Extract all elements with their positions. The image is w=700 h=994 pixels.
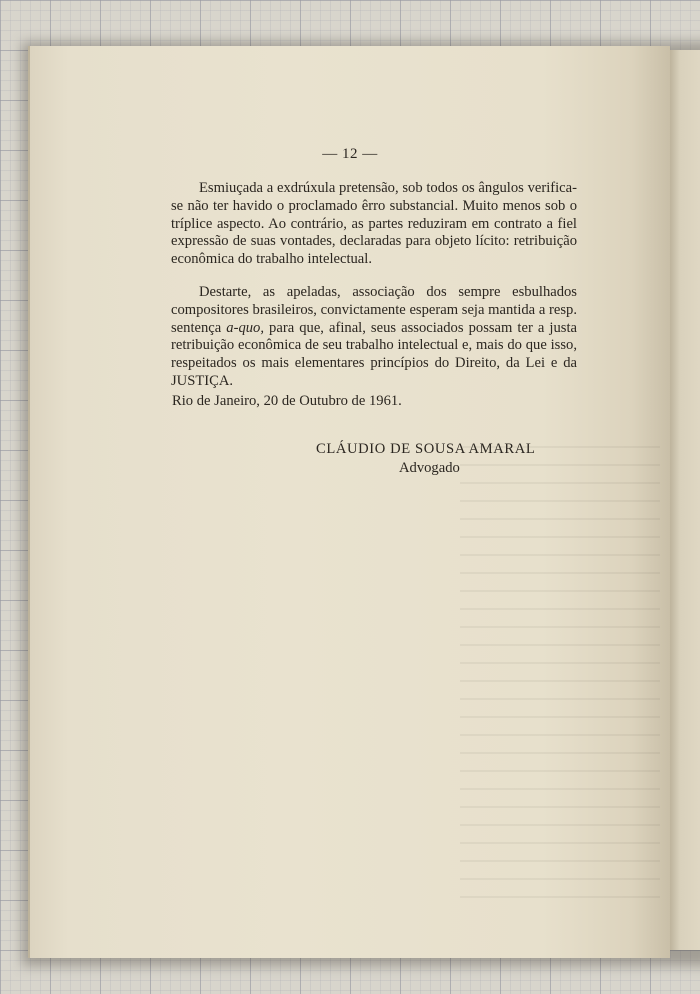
page-number: — 12 — (322, 146, 378, 162)
paragraph-1-text: Esmiuçada a exdrúxula pretensão, sob todos os ângulos verifica-se não ter havido o proclamado êrro substancial. Muito menos sob o tríplice aspecto. Ao contrário, as partes reduziram em contrato a fiel expressão de suas vontades, declaradas para objeto lícito: retribuição econômica do trabalho intelectual. (171, 180, 577, 268)
signature-name: CLÁUDIO DE SOUSA AMARAL (316, 441, 536, 457)
paragraph-2-text-end: para que, afinal, seus associados possam ter a justa retribuição econômica de seu trabalho intelectual e, mais do que isso, respeitados os mais elementares princípios do Direito, da Lei e da JUSTIÇA. (171, 319, 577, 389)
paragraph-2 (171, 284, 577, 391)
paragraph-1 (171, 180, 577, 269)
signature-title: Advogado (399, 460, 460, 476)
facing-page-edge (668, 50, 700, 950)
paragraph-2-emphasis: a-quo, (226, 319, 264, 336)
body-text (171, 180, 577, 391)
dateline: Rio de Janeiro, 20 de Outubro de 1961. (172, 393, 402, 409)
paragraph-2-text-start: Destarte, as apeladas, associação dos sempre esbulhados compositores brasileiros, convictamente esperam seja mantida a resp. sentença (171, 283, 577, 336)
show-through-text (460, 446, 660, 906)
